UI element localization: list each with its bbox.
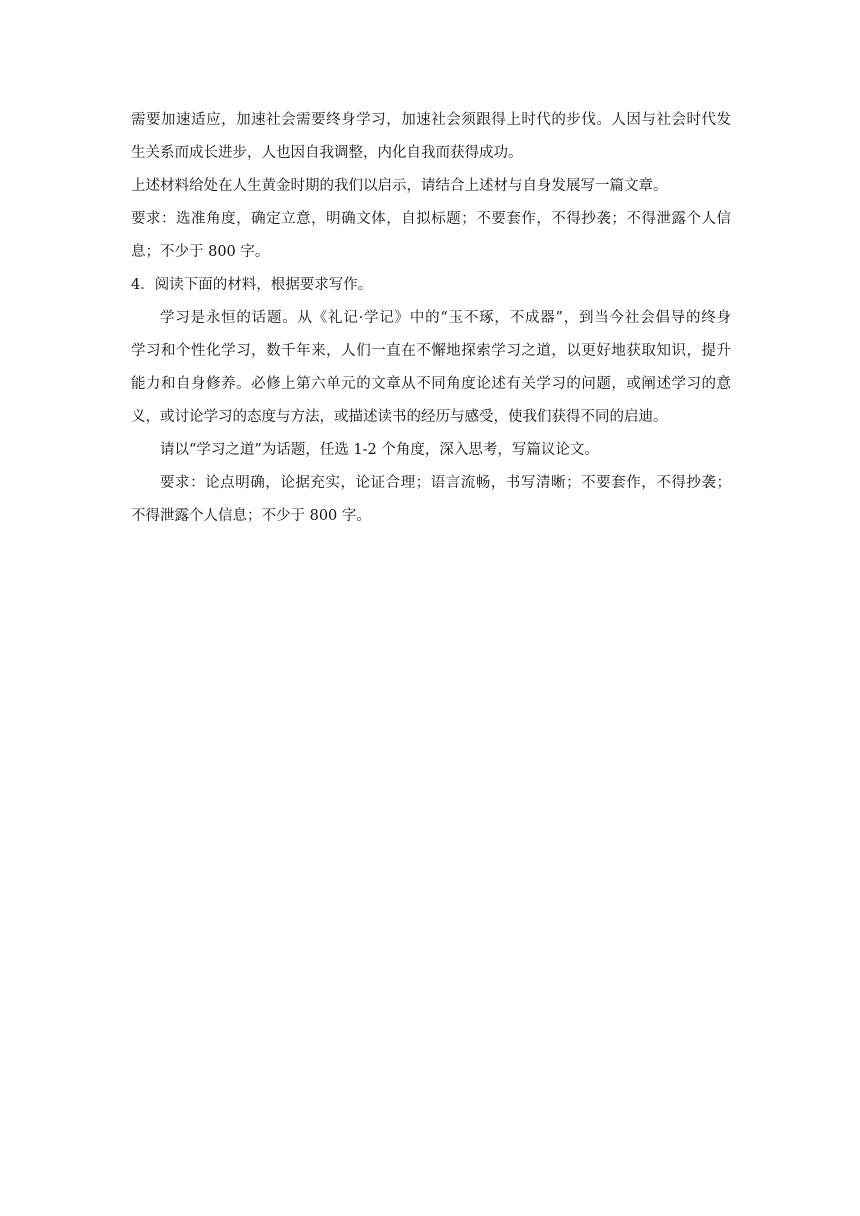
material-line: 学习是永恒的话题。从《礼记·学记》中的“玉不琢，不成器”，到当今社会倡导的终身	[160, 310, 731, 326]
material-line: 学习和个性化学习，数千年来，人们一直在不懈地探索学习之道，以更好地获取知识，提升	[131, 343, 731, 359]
requirements-line: 要求：论点明确，论据充实，论证合理；语言流畅，书写清晰；不要套作，不得抄袭；	[160, 475, 731, 491]
material-line: 义，或讨论学习的态度与方法，或描述读书的经历与感受，使我们获得不同的启迪。	[131, 409, 668, 425]
paragraph-line: 息；不少于 800 字。	[131, 244, 270, 260]
requirements-line: 不得泄露个人信息；不少于 800 字。	[131, 508, 371, 524]
task-line: 请以“学习之道”为话题，任选 1-2 个角度，深入思考，写篇议论文。	[160, 442, 599, 458]
material-line: 能力和自身修养。必修上第六单元的文章从不同角度论述有关学习的问题，或阐述学习的意	[131, 376, 731, 392]
document-page	[131, 104, 731, 533]
paragraph-line: 上述材料给处在人生黄金时期的我们以启示，请结合上述材与自身发展写一篇文章。	[131, 178, 668, 194]
question-title: 4．阅读下面的材料，根据要求写作。	[131, 277, 373, 293]
paragraph-line: 要求：选准角度，确定立意，明确文体，自拟标题；不要套作，不得抄袭；不得泄露个人信	[131, 211, 731, 227]
paragraph-line: 需要加速适应，加速社会需要终身学习，加速社会须跟得上时代的步伐。人因与社会时代发	[131, 112, 731, 128]
paragraph-line: 生关系而成长进步，人也因自我调整，内化自我而获得成功。	[131, 145, 523, 161]
